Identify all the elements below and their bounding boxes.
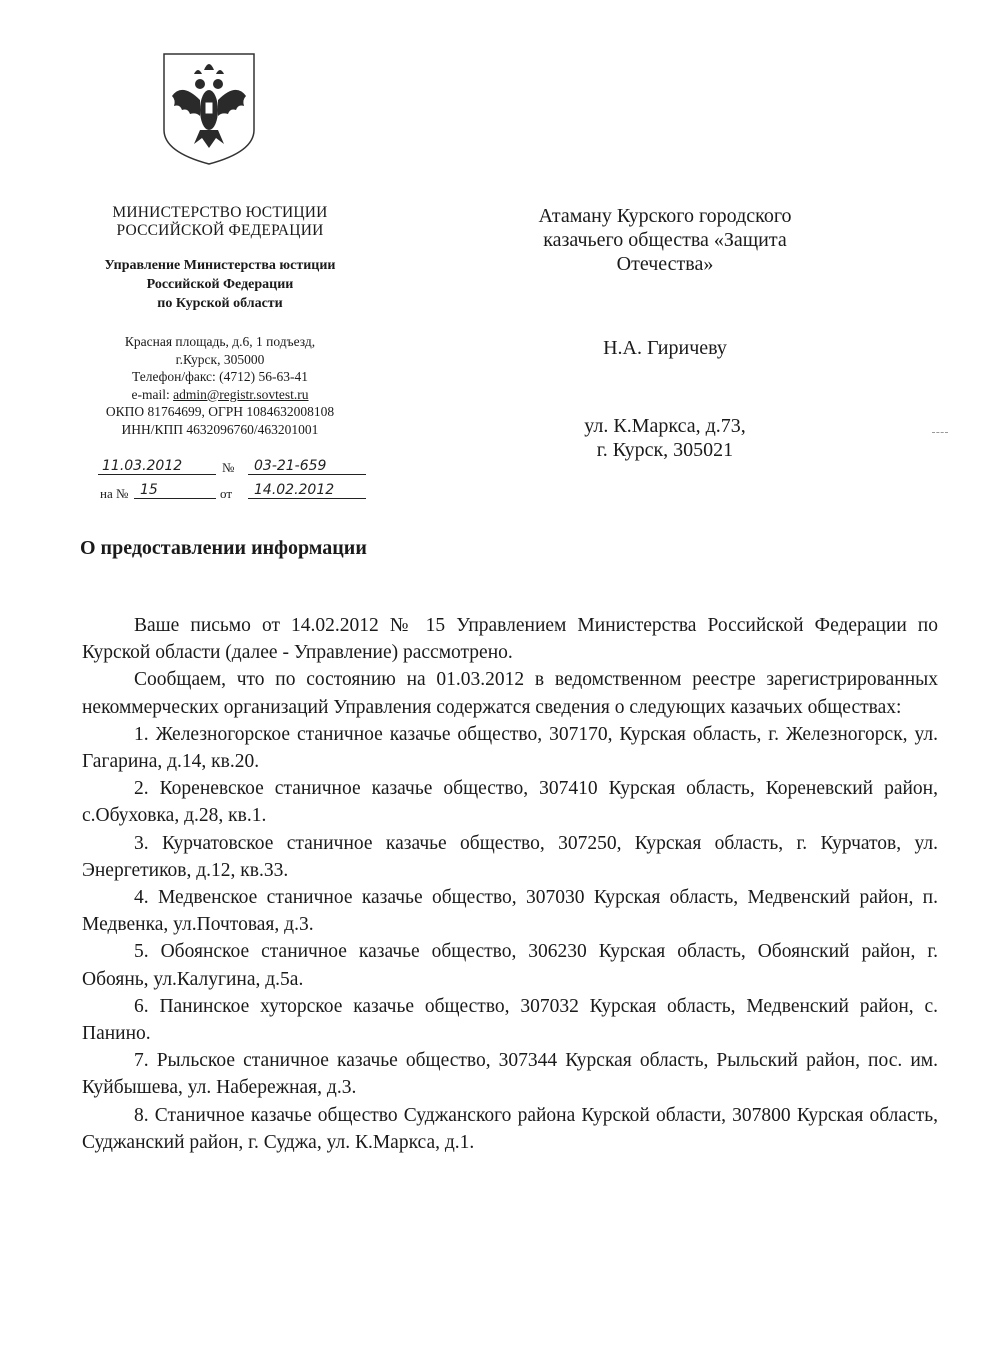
from-date-field [248,482,366,499]
addressee-name: Н.А. Гиричеву [603,337,727,359]
sender-contacts [60,333,380,438]
sender-address: Красная площадь, д.6, 1 подъезд, [124,334,316,349]
sender-inn: ИНН/КПП 4632096760/463201001 [121,421,319,437]
addressee-address: ул. К.Маркса, д.73, г. Курск, 305021 [584,415,746,461]
list-item: 8. Станичное казачье общество Суджанского района Курской области, 307800 Курская область, Суджанский район, г. Суджа, ул. К.Маркса, д.1. [82,1104,938,1153]
list-item: 7. Рыльское станичное казачье общество, 307344 Курская область, Рыльский район, пос. им. Куйбышева, ул. Набережная, д.3. [82,1050,938,1099]
reg-date: 11.03.2012 [98,458,216,475]
body-report: Сообщаем, что по состоянию на 01.03.2012 в ведомственном реестре зарегистрированных некоммерческих организаций Управления содержатся сведения о следующих казачьих обществах: [82,669,938,718]
list-item: 3. Курчатовское станичное казачье общество, 307250, Курская область, г. Курчатов, ул. Энергетиков, д.12, кв.33. [82,832,938,881]
list-item: 1. Железногорское станичное казачье общество, 307170, Курская область, г. Железногорск, ул. Гагарина, д.14, кв.20. [82,723,938,773]
body-intro: Ваше письмо от 14.02.2012 № 15 Управлением Министерства Российской Федерации по Курской области (далее - Управление) рассмотрено. [82,615,938,664]
from-label: от [220,486,233,501]
coat-of-arms-emblem [162,52,256,166]
list-item: 5. Обоянское станичное казачье общество, 306230 Курская область, Обоянский район, г. Обоянь, ул.Калугина, д.5а. [82,941,938,990]
reg-date-field [98,458,216,475]
reply-number-field [134,482,216,499]
addressee-org: Атаману Курского городского казачьего общества «Защита Отечества» [538,205,792,275]
list-item: 4. Медвенское станичное казачье общество, 307030 Курская область, Медвенский район, п. Медвенка, ул.Почтовая, д.3. [82,887,938,936]
list-item: 2. Кореневское станичное казачье общество, 307410 Курская область, Кореневский район, с.Обуховка, д.28, кв.1. [82,778,938,827]
sender-okpo: ОКПО 81764699, ОГРН 1084632008108 [105,404,335,419]
sender-city: г.Курск, 305000 [175,351,265,367]
reg-number: 03-21-659 [248,458,366,475]
letter-body [82,612,938,1156]
sender-email-line: e-mail: admin@registr.sovtest.ru [131,386,309,402]
reply-number: 15 [134,482,216,499]
reply-label: на № [100,486,129,501]
ministry-name: МИНИСТЕРСТВО ЮСТИЦИИ РОССИЙСКОЙ ФЕДЕРАЦИИ [112,204,328,239]
margin-mark [932,432,948,434]
sender-email-link[interactable]: admin@registr.sovtest.ru [173,386,309,402]
sender-phone: Телефон/факс: (4712) 56-63-41 [131,369,309,384]
reg-number-field [248,458,366,475]
department-name: Управление Министерства юстиции Российской Федерации по Курской области [104,258,336,311]
letter-subject: О предоставлении информации [80,537,367,559]
list-item: 6. Панинское хуторское казачье общество, 307032 Курская область, Медвенский район, с. Панино. [82,995,938,1045]
reg-number-label: № [222,460,235,475]
from-date: 14.02.2012 [248,482,366,499]
